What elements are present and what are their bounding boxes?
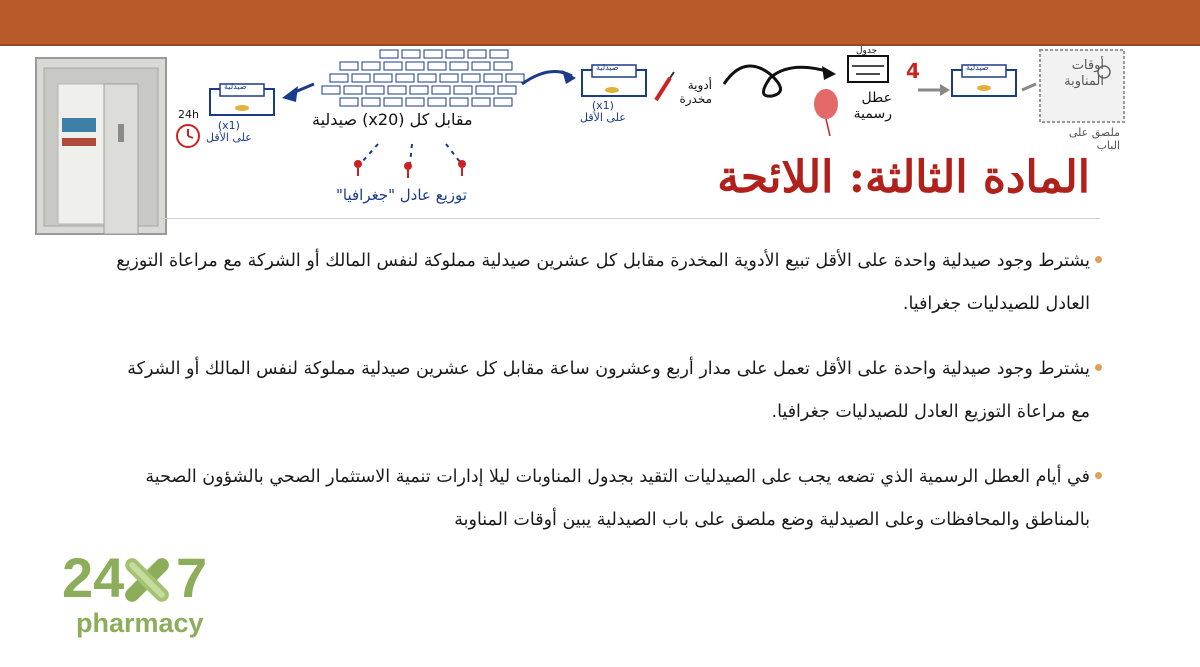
alarm-clock-icon (177, 125, 199, 147)
top-accent-bar (0, 0, 1200, 46)
holidays-label: عطل رسمية (853, 90, 892, 122)
schedule-label: جدول (856, 46, 878, 56)
bullet-text: في أيام العطل الرسمية الذي تضعه يجب على الصيدليات التقيد بجدول المناوبات ليلا إدارات تنمية الاستثمار الصحي بالشؤون الصحية بالمناطق والمحافظات وعلى الصيدلية وضع ملصق على باب الصيدلية يبين أوقات المناوبة (145, 467, 1090, 530)
pharmacy-label-middle: صيدلية (596, 63, 619, 72)
diagram-drawing (0, 44, 1200, 244)
bullet-item (105, 456, 1100, 542)
regulation-bullets (105, 240, 1100, 564)
logo-word: pharmacy (76, 608, 204, 638)
pharmacy-label-left: صيدلية (224, 82, 247, 91)
narcotics-cabinet-icon (36, 58, 166, 234)
at-least-one-label-middle: (x1) على الأقل (580, 99, 626, 124)
pharmacy-logo (62, 548, 252, 648)
at-least-one-label-left: (x1) على الأقل (206, 119, 252, 144)
title-divider (160, 218, 1100, 219)
logo-cross-icon (118, 554, 176, 606)
bullet-dot-icon (1095, 364, 1102, 371)
logo-number-left: 24 (62, 546, 125, 609)
distribution-pins-icon (354, 144, 466, 178)
svg-text:4: 4 (906, 59, 920, 83)
per-twenty-label: مقابل كل (x20) صيدلية (312, 110, 473, 129)
pharmacy-cluster-icon (322, 50, 524, 106)
bullet-dot-icon (1095, 256, 1102, 263)
shift-schedule-label: أوقات المناوبة (1064, 58, 1104, 89)
hours-badge-label: 24h (178, 108, 199, 121)
bullet-dot-icon (1095, 472, 1102, 479)
bullet-text: يشترط وجود صيدلية واحدة على الأقل تبيع الأدوية المخدرة مقابل كل عشرين صيدلية مملوكة لنفس المالك أو الشركة مع مراعاة التوزيع العادل للصيدليات جغرافيا. (116, 251, 1090, 314)
bullet-text: يشترط وجود صيدلية واحدة على الأقل تعمل على مدار أربع وعشرون ساعة مقابل كل عشرين صيدلية مملوكة لنفس المالك أو الشركة مع مراعاة التوزيع العادل للصيدليات جغرافيا. (127, 359, 1090, 422)
door-sticker-label: ملصق على الباب (1068, 126, 1120, 152)
bullet-item (105, 348, 1100, 434)
slide-title: المادة الثالثة: اللائحة (717, 152, 1090, 203)
bullet-item (105, 240, 1100, 326)
illustration-diagram (0, 44, 1200, 244)
syringe-icon (656, 72, 674, 100)
narcotics-label: أدوية مخدرة (679, 78, 712, 106)
fair-distribution-label: توزيع عادل "جغرافيا" (336, 186, 467, 204)
pharmacy-label-right: صيدلية (966, 63, 989, 72)
balloon-icon (814, 89, 838, 136)
logo-number-right: 7 (176, 546, 208, 609)
calendar-icon (848, 56, 888, 82)
